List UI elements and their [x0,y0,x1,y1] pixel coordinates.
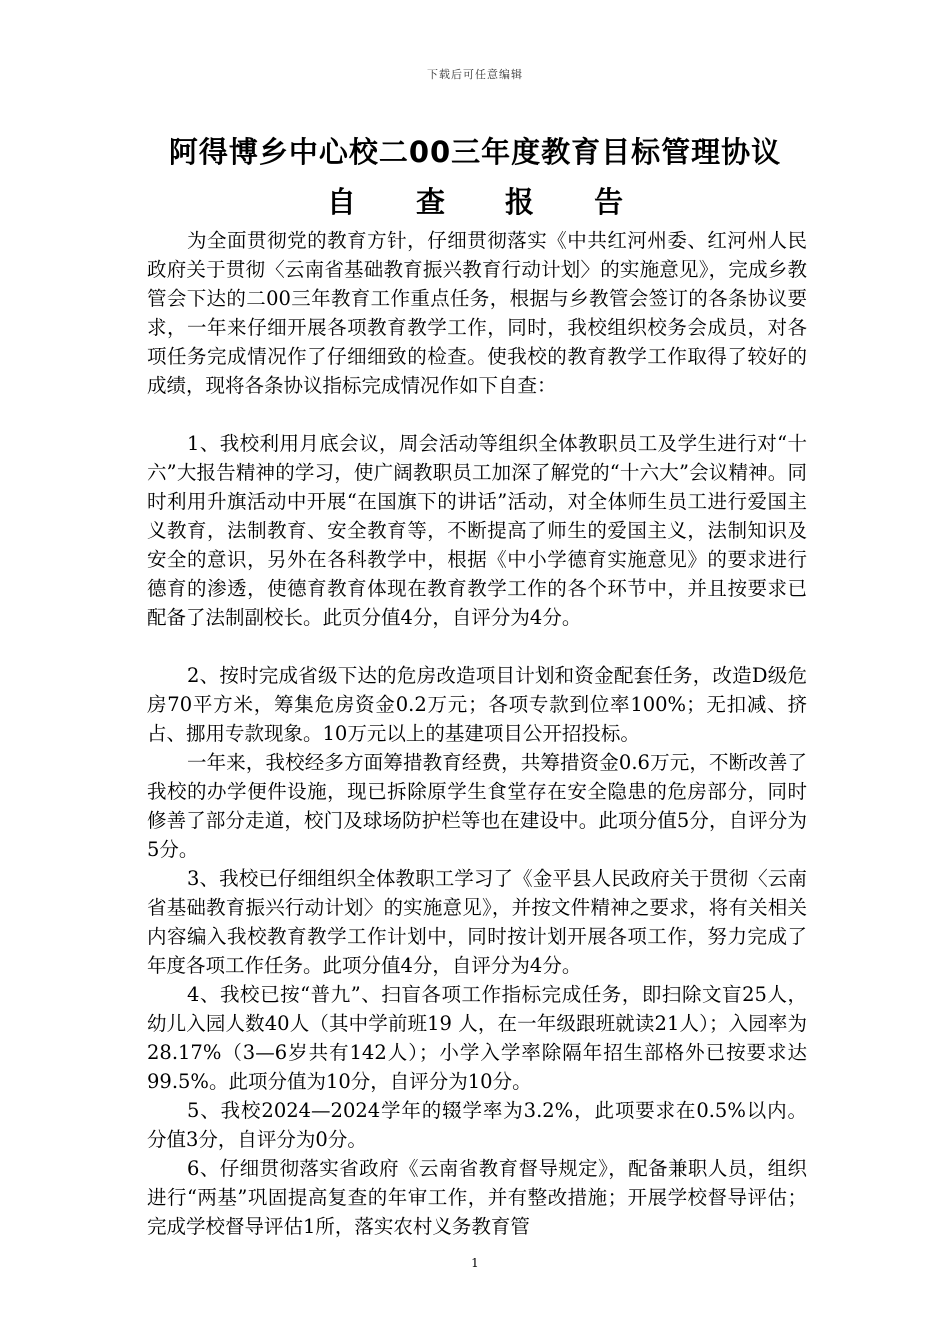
header-note: 下载后可任意编辑 [427,68,523,81]
paragraph-item-3: 3、我校已仔细组织全体教职工学习了《金平县人民政府关于贯彻〈云南省基础教育振兴行动计划〉的实施意见》，并按文件精神之要求，将有关相关内容编入我校教育教学工作计划中，同时按计划开展各项工作，努力完成了年度各项工作任务。此项分值4分，自评分为4分。 [147,867,807,977]
page-number: 1 [471,1256,479,1270]
paragraph-gap [147,632,807,661]
document-subtitle: 自 查 报 告 [326,185,624,219]
paragraph-gap [147,400,807,429]
document-title: 阿得博乡中心校二00三年度教育目标管理协议 [168,135,782,169]
paragraph-item-2-continued: 一年来，我校经多方面筹措教育经费，共筹措资金0.6万元，不断改善了我校的办学便件设施，现已拆除原学生食堂存在安全隐患的危房部分，同时修善了部分走道，校门及球场防护栏等也在建设中。此项分值5分，自评分为5分。 [147,751,807,861]
paragraph-item-5: 5、我校2024—2024学年的辍学率为3.2%，此项要求在0.5%以内。分值3分，自评分为0分。 [147,1099,807,1151]
paragraph-item-4: 4、我校已按“普九”、扫盲各项工作指标完成任务，即扫除文盲25人，幼儿入园人数40人（其中学前班19 人，在一年级跟班就读21人）；入园率为28.17%（3—6岁共有142人）；小学入学率除隔年招生部格外已按要求达99.5%。此项分值为10分，自评分为10分。 [147,983,807,1093]
paragraph-item-6: 6、仔细贯彻落实省政府《云南省教育督导规定》，配备兼职人员，组织进行“两基”巩固提高复查的年审工作，并有整改措施；开展学校督导评估；完成学校督导评估1所，落实农村义务教育管 [147,1157,807,1238]
paragraph-item-1: 1、我校利用月底会议，周会活动等组织全体教职员工及学生进行对“十六”大报告精神的学习，使广阔教职员工加深了解党的“十六大”会议精神。同时利用升旗活动中开展“在国旗下的讲话”活动，对全体师生员工进行爱国主义教育，法制教育、安全教育等，不断提高了师生的爱国主义，法制知识及安全的意识，另外在各科教学中，根据《中小学德育实施意见》的要求进行德育的渗透，使德育教育体现在教育教学工作的各个环节中，并且按要求已配备了法制副校长。此页分值4分，自评分为4分。 [147,432,807,629]
intro-paragraph: 为全面贯彻党的教育方针，仔细贯彻落实《中共红河州委、红河州人民政府关于贯彻〈云南省基础教育振兴教育行动计划〉的实施意见》，完成乡教管会下达的二00三年教育工作重点任务，根据与乡教管会签订的各条协议要求，一年来仔细开展各项教育教学工作，同时，我校组织校务会成员，对各项任务完成情况作了仔细细致的检查。使我校的教育教学工作取得了较好的成绩，现将各条协议指标完成情况作如下自查： [147,229,807,397]
document-body [147,226,807,1241]
paragraph-item-2: 2、按时完成省级下达的危房改造项目计划和资金配套任务，改造D级危房70平方米，筹集危房资金0.2万元；各项专款到位率100%；无扣减、挤占、挪用专款现象。10万元以上的基建项目公开招投标。 [147,664,807,745]
